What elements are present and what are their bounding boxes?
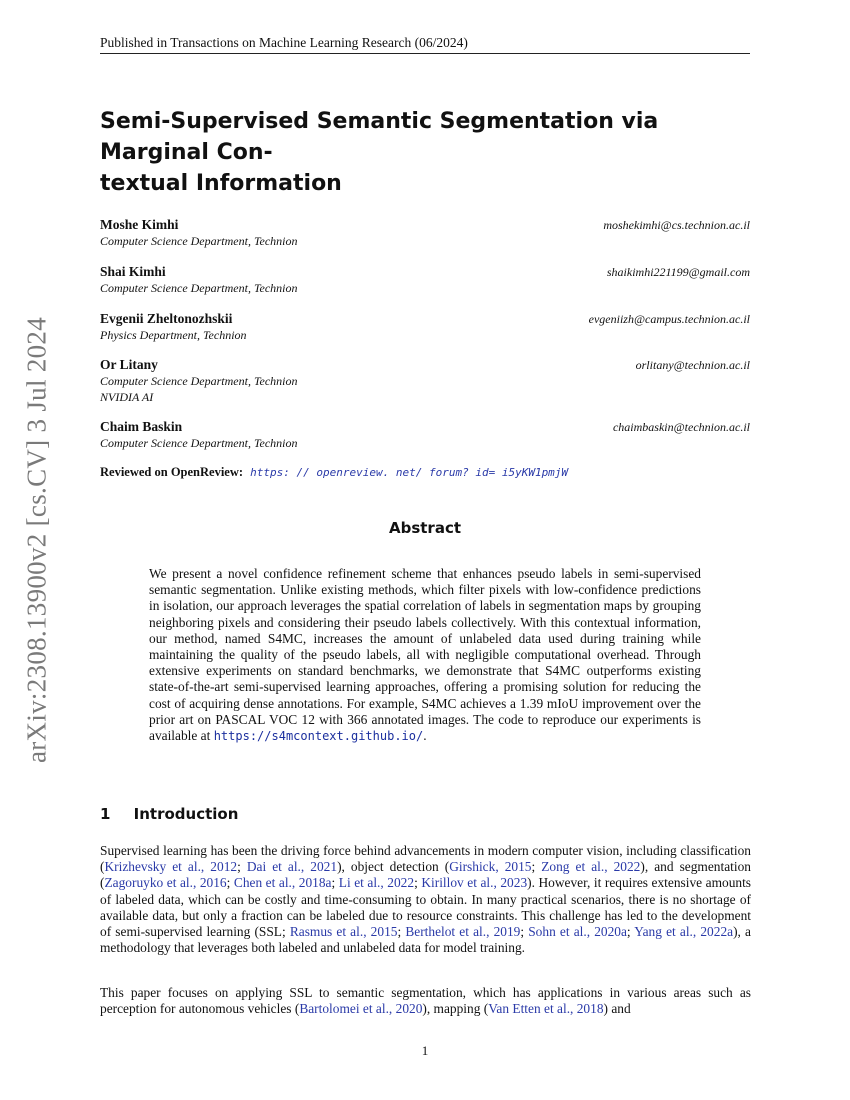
paragraph-text: ), object detection ( bbox=[337, 859, 450, 875]
paragraph-text: ) and bbox=[603, 1001, 631, 1017]
paragraph-text: ; bbox=[626, 924, 635, 940]
citation-link[interactable]: Rasmus et al., 2015 bbox=[289, 924, 398, 940]
author-block-4 bbox=[100, 357, 750, 405]
abstract-end-punct: . bbox=[423, 728, 427, 744]
paragraph-text: This paper focuses on applying SSL to semantic segmentation, which has applications in various areas such as perception for autonomous vehicles ( bbox=[100, 985, 751, 1017]
citation-link[interactable]: Kirillov et al., 2023 bbox=[421, 875, 528, 891]
project-url-link[interactable]: https://s4mcontext.github.io/ bbox=[213, 729, 424, 744]
paragraph-text: ; bbox=[414, 875, 422, 891]
author-name: Moshe Kimhi bbox=[100, 217, 179, 232]
section-number: 1 bbox=[100, 805, 111, 823]
author-email[interactable]: shaikimhi221199@gmail.com bbox=[606, 265, 750, 279]
author-block-5 bbox=[100, 419, 750, 451]
citation-link[interactable]: Chen et al., 2018a bbox=[233, 875, 332, 891]
abstract-heading: Abstract bbox=[388, 519, 462, 537]
paragraph-text: ; bbox=[397, 924, 406, 940]
citation-link[interactable]: Li et al., 2022 bbox=[338, 875, 415, 891]
page-number: 1 bbox=[421, 1043, 429, 1058]
section-title: Introduction bbox=[133, 805, 239, 823]
author-block-2 bbox=[100, 264, 750, 296]
intro-paragraph-2 bbox=[100, 985, 751, 1017]
running-head-text: Published in Transactions on Machine Learning Research (06/2024) bbox=[100, 35, 468, 50]
author-affiliation: Computer Science Department, Technion bbox=[100, 374, 298, 388]
paragraph-text: ), a methodology that leverages both labeled and unlabeled data for model training. bbox=[100, 924, 751, 956]
author-affiliation: NVIDIA AI bbox=[100, 390, 154, 404]
citation-link[interactable]: Zong et al., 2022 bbox=[541, 859, 641, 875]
paragraph-text: ; bbox=[237, 859, 247, 875]
abstract-text: We present a novel confidence refinement scheme that enhances pseudo labels in semi-supervised semantic segmentation. Unlike existing methods, which filter pixels with low-confidence predictions in isolation, our approach leverages the spatial correlation of labels in segmentation maps by grouping neighboring pixels and considering their pseudo labels collectively. With this contextual information, our method, named S4MC, increases the amount of unlabeled data used during training while maintaining the quality of the pseudo labels, all with negligible computational overhead. Through extensive experiments on standard benchmarks, we demonstrate that S4MC outperforms existing state-of-the-art semi-supervised learning approaches, offering a promising solution for reducing the cost of acquiring dense annotations. For example, S4MC achieves a 1.39 mIoU improvement over the prior art on PASCAL VOC 12 with 366 annotated images. The code to reproduce our experiments is available at bbox=[149, 566, 701, 744]
author-affiliation: Physics Department, Technion bbox=[100, 328, 247, 342]
author-name: Or Litany bbox=[100, 357, 158, 372]
paper-title bbox=[100, 106, 760, 199]
author-affiliation: Computer Science Department, Technion bbox=[100, 281, 298, 295]
section-heading-introduction bbox=[100, 805, 238, 823]
paragraph-text: ; bbox=[331, 875, 339, 891]
author-affiliation: Computer Science Department, Technion bbox=[100, 436, 298, 450]
citation-link[interactable]: Zagoruyko et al., 2016 bbox=[104, 875, 227, 891]
paragraph-text: Supervised learning has been the driving force behind advancements in modern computer vision, including classification ( bbox=[100, 843, 751, 875]
author-email[interactable]: orlitany@technion.ac.il bbox=[635, 358, 750, 372]
paragraph-text: ). However, it requires extensive amounts of labeled data, which can be costly and time-consuming to obtain. In many practical scenarios, there is no shortage of available data, but only a fraction can be labeled due to resource constraints. This challenge has led to the development of semi-supervised learning (SSL; bbox=[100, 875, 752, 940]
paragraph-text: ), and segmentation ( bbox=[100, 859, 751, 891]
paper-title-line-1: Semi-Supervised Semantic Segmentation via Marginal Con- bbox=[100, 109, 659, 165]
author-email[interactable]: moshekimhi@cs.technion.ac.il bbox=[603, 218, 750, 232]
citation-link[interactable]: Sohn et al., 2020a bbox=[528, 924, 627, 940]
author-email[interactable]: evgeniizh@campus.technion.ac.il bbox=[588, 312, 750, 326]
author-name: Evgenii Zheltonozhskii bbox=[100, 311, 233, 326]
abstract-body bbox=[149, 566, 701, 744]
citation-link[interactable]: Berthelot et al., 2019 bbox=[405, 924, 521, 940]
author-block-1 bbox=[100, 217, 750, 249]
paragraph-text: ; bbox=[226, 875, 234, 891]
citation-link[interactable]: Yang et al., 2022a bbox=[634, 924, 734, 940]
author-name: Chaim Baskin bbox=[100, 419, 183, 434]
author-block-3 bbox=[100, 311, 750, 343]
citation-link[interactable]: Van Etten et al., 2018 bbox=[488, 1001, 604, 1017]
openreview-label: Reviewed on OpenReview: bbox=[100, 465, 244, 479]
openreview-line bbox=[100, 465, 568, 480]
running-header bbox=[100, 35, 750, 54]
openreview-link[interactable]: https: // openreview. net/ forum? id= i5yKW1pmjW bbox=[250, 466, 569, 479]
citation-link[interactable]: Krizhevsky et al., 2012 bbox=[104, 859, 238, 875]
arxiv-side-stamp: arXiv:2308.13900v2 [cs.CV] 3 Jul 2024 bbox=[21, 316, 52, 764]
paragraph-text: ; bbox=[520, 924, 529, 940]
intro-paragraph-1 bbox=[100, 843, 751, 956]
citation-link[interactable]: Bartolomei et al., 2020 bbox=[299, 1001, 423, 1017]
author-name: Shai Kimhi bbox=[100, 264, 166, 279]
author-affiliation: Computer Science Department, Technion bbox=[100, 234, 298, 248]
author-email[interactable]: chaimbaskin@technion.ac.il bbox=[612, 420, 750, 434]
citation-link[interactable]: Dai et al., 2021 bbox=[246, 859, 338, 875]
citation-link[interactable]: Girshick, 2015 bbox=[449, 859, 532, 875]
paper-title-line-2: textual Information bbox=[100, 171, 342, 196]
paragraph-text: ), mapping ( bbox=[422, 1001, 489, 1017]
paragraph-text: ; bbox=[531, 859, 542, 875]
